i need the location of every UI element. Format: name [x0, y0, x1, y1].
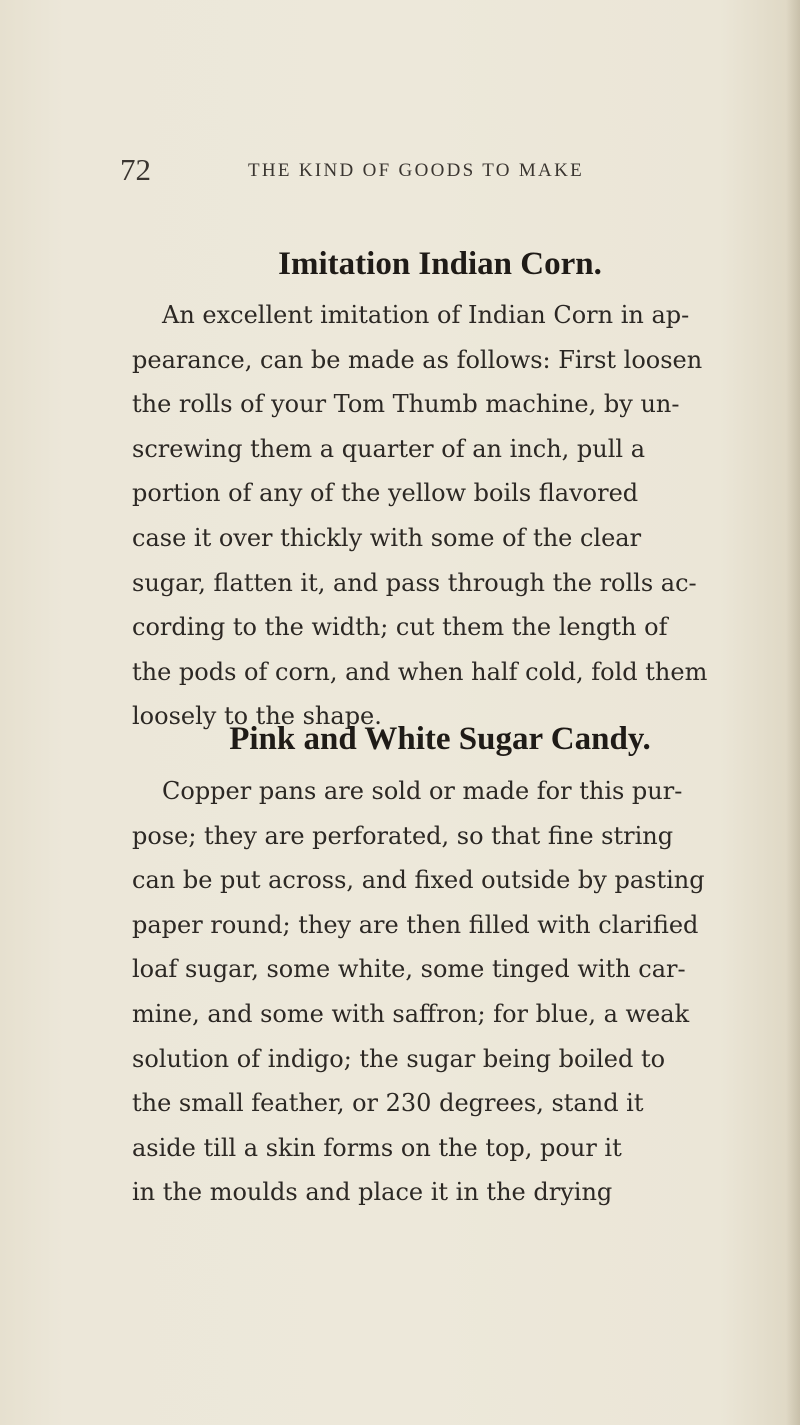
running-title: THE KIND OF GOODS TO MAKE	[248, 160, 584, 181]
section-heading-sugar-candy: Pink and White Sugar Candy.	[229, 721, 651, 757]
paragraph-indian-corn: An excellent imitation of Indian Corn in ap- pearance, can be made as follows: First loosen the rolls of your Tom Thumb machine, by un- screwing them a quarter of an inch, pull a portion of any of the yellow boils flavored case it over thickly with some of the clear sugar, flatten it, and pass through the rolls ac- cording to the width; cut them the length of the pods of corn, and when half cold, fold them loosely to the shape.	[132, 301, 708, 731]
page-number: 72	[120, 152, 151, 187]
running-head	[120, 150, 760, 200]
section-heading-indian-corn: Imitation Indian Corn.	[278, 246, 602, 282]
paragraph-sugar-candy: Copper pans are sold or made for this pur- pose; they are perforated, so that fine string can be put across, and fixed outside by pasting paper round; they are then filled with clarified loaf sugar, some white, some tinged with car- mine, and some with saffron; for blue, a weak solution of indigo; the sugar being boiled to the small feather, or 230 degrees, stand it aside till a skin forms on the top, pour it in the moulds and place it in the drying	[132, 777, 705, 1207]
page-edge-shadow	[786, 0, 800, 1425]
